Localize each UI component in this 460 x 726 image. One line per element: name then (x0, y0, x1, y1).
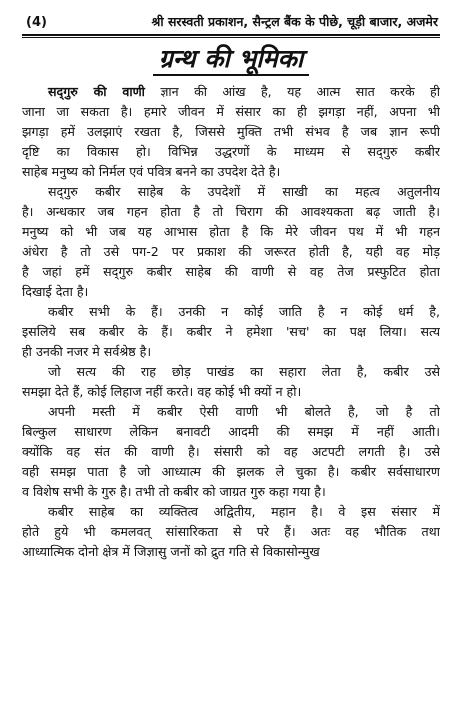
text-line (22, 242, 440, 262)
header-rule (22, 34, 440, 38)
text-line (22, 322, 440, 342)
text-line (22, 402, 440, 422)
chapter-title (22, 44, 440, 76)
line-text: कबीर सभी के हैं। उनकी न कोई जाति है न कोई धर्म है, (48, 304, 440, 319)
paragraph (22, 502, 440, 562)
paragraph (22, 82, 440, 182)
line-text: व विशेष सभी के गुरु है। तभी तो कबीर को जाग्रत गुरु कहा गया है। (22, 484, 326, 499)
line-text: झगड़ा हमें उलझाएं रखता है, जिससे मुक्ति तभी संभव है जब ज्ञान रूपी (22, 124, 440, 139)
text-line (22, 482, 440, 502)
text-line (22, 362, 440, 382)
line-text: इसलिये सब कबीर के हैं। कबीर ने हमेशा 'सच' का पक्ष लिया। सत्य (22, 324, 440, 339)
chapter-title-text: ग्रन्थ की भूमिका (153, 46, 310, 76)
line-text: सद्‌गुरु कबीर साहेब के उपदेशों में साखी का महत्व अतुलनीय (48, 184, 440, 199)
text-line (22, 382, 440, 402)
paragraph (22, 362, 440, 402)
line-text: जो सत्य की राह छोड़ पाखंड का सहारा लेता है, कबीर उसे (48, 364, 440, 379)
line-text: दिखाई देता है। (22, 284, 89, 299)
text-line (22, 122, 440, 142)
line-text: बिल्कुल साधारण लेकिन बनावटी आदमी की समझ में नहीं आती। (22, 424, 440, 439)
line-text: ही उनकी नजर मे सर्वश्रेष्ठ है। (22, 344, 152, 359)
paragraph (22, 302, 440, 362)
paragraph (22, 402, 440, 502)
text-line (22, 142, 440, 162)
line-text: मनुष्य को भी जब यह आभास होता है कि मेरे जीवन पथ में भी गहन (22, 224, 440, 239)
page-number: (4) (26, 15, 47, 30)
text-line (22, 82, 440, 102)
text-line (22, 442, 440, 462)
line-text: होते हुये भी कमलवत्‌ सांसारिकता से परे हैं। अतः वह भौतिक तथा (22, 524, 440, 539)
line-text: जाना जा सकता है। हमारे जीवन में संसार का ही झगड़ा नहीं, अपना भी (22, 104, 440, 119)
running-header (22, 0, 440, 34)
line-text: ज्ञान की आंख है, यह आत्म सात करके ही (144, 84, 440, 99)
text-line (22, 102, 440, 122)
line-text: अपनी मस्ती में कबीर ऐसी वाणी भी बोलते है, जो है तो (48, 404, 440, 419)
body-text (22, 82, 440, 562)
text-line (22, 182, 440, 202)
line-text: दृष्टि का विकास हो। विभिन्न उद्धरणों के माध्यम से सद्‌गुरु कबीर (22, 144, 440, 159)
publisher-line: श्री सरस्वती प्रकाशन, सैन्ट्रल बैंक के पीछे, चूड़ी बाजार, अजमेर (151, 14, 438, 29)
line-text: कबीर साहेब का व्यक्तित्व अद्वितीय, महान है। वे इस संसार में (48, 504, 440, 519)
text-line (22, 202, 440, 222)
text-line (22, 282, 440, 302)
line-text: साहेब मनुष्य को निर्मल एवं पवित्र बनने का उपदेश देते है। (22, 164, 281, 179)
text-line (22, 222, 440, 242)
text-line (22, 542, 440, 562)
text-line (22, 522, 440, 542)
line-text: समझा देते हैं, कोई लिहाज नहीं करते। वह कोई भी क्यों न हो। (22, 384, 302, 399)
line-text: वही समझ पाता है जो आध्यात्म की झलक ले चुका है। कबीर सर्वसाधारण (22, 464, 440, 479)
text-line (22, 302, 440, 322)
line-text: है। अन्धकार जब गहन होता है तो चिराग की आवश्यकता बढ़ जाती है। (22, 204, 440, 219)
line-text: क्योंकि वह संत की वाणी है। संसारी को वह अटपटी लगती है। उसे (22, 444, 440, 459)
line-text: आध्यात्मिक दोनो क्षेत्र में जिज्ञासु जनों को द्रुत गति से विकासोन्मुख (22, 544, 320, 559)
text-line (22, 462, 440, 482)
line-text: अंधेरा है तो उसे पग-2 पर प्रकाश की जरूरत होती है, यही वह मोड़ (22, 244, 440, 259)
line-text: है जहां हमें सद्‌गुरु कबीर साहेब की वाणी से वह तेज प्रस्फुटित होता (22, 264, 440, 279)
text-line (22, 162, 440, 182)
text-line (22, 502, 440, 522)
text-line (22, 422, 440, 442)
paragraph (22, 182, 440, 302)
text-line (22, 342, 440, 362)
lead-phrase: सद्‌गुरु की वाणी (48, 84, 145, 99)
text-line (22, 262, 440, 282)
